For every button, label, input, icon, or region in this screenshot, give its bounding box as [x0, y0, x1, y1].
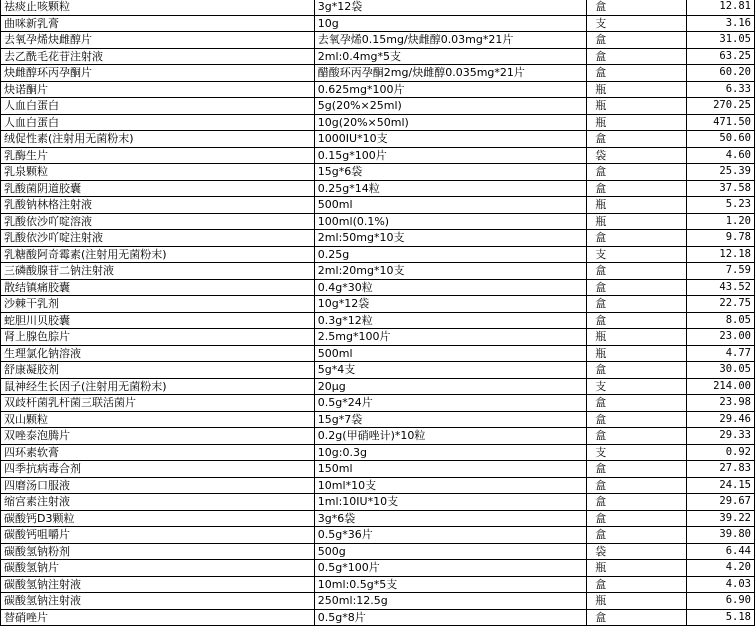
cell-unit[interactable]: 盒 [587, 609, 687, 626]
table-row [1, 395, 755, 412]
cell-specification[interactable]: 1000IU*10支 [314, 131, 586, 148]
cell-unit[interactable]: 盒 [587, 279, 687, 296]
cell-unit[interactable]: 盒 [587, 0, 687, 15]
cell-price[interactable]: 31.05 [686, 32, 754, 49]
cell-price[interactable]: 39.22 [686, 510, 754, 527]
cell-price[interactable]: 5.18 [686, 609, 754, 626]
cell-price[interactable]: 6.44 [686, 543, 754, 560]
table-row [1, 131, 755, 148]
cell-price[interactable]: 23.98 [686, 395, 754, 412]
table-row [1, 98, 755, 115]
cell-specification[interactable]: 10g:0.3g [314, 444, 586, 461]
cell-drug-name[interactable]: 碳酸氢钠注射液 [1, 576, 315, 593]
cell-specification[interactable]: 10ml*10支 [314, 477, 586, 494]
cell-unit[interactable]: 支 [587, 444, 687, 461]
table-body [1, 0, 755, 626]
table-row [1, 378, 755, 395]
table-row [1, 411, 755, 428]
table-row [1, 543, 755, 560]
cell-price[interactable]: 5.23 [686, 197, 754, 214]
table-row [1, 444, 755, 461]
cell-unit[interactable]: 盒 [587, 164, 687, 181]
cell-unit[interactable]: 瓶 [587, 197, 687, 214]
cell-price[interactable]: 22.75 [686, 296, 754, 313]
table-row [1, 48, 755, 65]
cell-unit[interactable]: 袋 [587, 543, 687, 560]
cell-drug-name[interactable]: 碳酸钙咀嚼片 [1, 527, 315, 544]
cell-price[interactable]: 29.33 [686, 428, 754, 445]
table-row [1, 0, 755, 15]
cell-drug-name[interactable]: 四环素软膏 [1, 444, 315, 461]
table-row [1, 560, 755, 577]
cell-unit[interactable]: 支 [587, 378, 687, 395]
cell-unit[interactable]: 盒 [587, 527, 687, 544]
cell-price[interactable]: 30.05 [686, 362, 754, 379]
cell-specification[interactable]: 0.5g*8片 [314, 609, 586, 626]
cell-specification[interactable]: 2ml:20mg*10支 [314, 263, 586, 280]
cell-unit[interactable]: 支 [587, 246, 687, 263]
table-row [1, 329, 755, 346]
cell-unit[interactable]: 瓶 [587, 560, 687, 577]
cell-price[interactable]: 39.80 [686, 527, 754, 544]
cell-drug-name[interactable]: 双山颗粒 [1, 411, 315, 428]
cell-price[interactable]: 37.58 [686, 180, 754, 197]
table-row [1, 461, 755, 478]
table-row [1, 213, 755, 230]
cell-drug-name[interactable]: 人血白蛋白 [1, 98, 315, 115]
cell-drug-name[interactable]: 替硝唑片 [1, 609, 315, 626]
cell-unit[interactable]: 支 [587, 15, 687, 32]
cell-specification[interactable]: 500ml [314, 197, 586, 214]
table-row [1, 81, 755, 98]
cell-specification[interactable]: 0.15g*100片 [314, 147, 586, 164]
cell-price[interactable]: 23.00 [686, 329, 754, 346]
cell-specification[interactable]: 2ml:50mg*10支 [314, 230, 586, 247]
cell-drug-name[interactable]: 蛇胆川贝胶囊 [1, 312, 315, 329]
cell-unit[interactable]: 盒 [587, 263, 687, 280]
cell-price[interactable]: 3.16 [686, 15, 754, 32]
cell-specification[interactable]: 醋酸环丙孕酮2mg/炔雌醇0.035mg*21片 [314, 65, 586, 82]
cell-unit[interactable]: 盒 [587, 494, 687, 511]
cell-drug-name[interactable]: 三磷酸腺苷二钠注射液 [1, 263, 315, 280]
table-row [1, 510, 755, 527]
cell-specification[interactable]: 2.5mg*100片 [314, 329, 586, 346]
cell-drug-name[interactable]: 生理氯化钠溶液 [1, 345, 315, 362]
table-row [1, 263, 755, 280]
cell-price[interactable]: 7.59 [686, 263, 754, 280]
cell-price[interactable]: 63.25 [686, 48, 754, 65]
cell-price[interactable]: 471.50 [686, 114, 754, 131]
cell-price[interactable]: 12.18 [686, 246, 754, 263]
cell-drug-name[interactable]: 乳糖酸阿奇霉素(注射用无菌粉末) [1, 246, 315, 263]
cell-price[interactable]: 214.00 [686, 378, 754, 395]
cell-price[interactable]: 12.81 [686, 0, 754, 15]
table-row [1, 576, 755, 593]
cell-specification[interactable]: 2ml:0.4mg*5支 [314, 48, 586, 65]
cell-drug-name[interactable]: 乳酸依沙吖啶溶液 [1, 213, 315, 230]
cell-specification[interactable]: 10g*12袋 [314, 296, 586, 313]
cell-unit[interactable]: 盒 [587, 312, 687, 329]
cell-drug-name[interactable]: 缩宫素注射液 [1, 494, 315, 511]
cell-price[interactable]: 4.77 [686, 345, 754, 362]
table-row [1, 164, 755, 181]
cell-drug-name[interactable]: 祛痰止咳颗粒 [1, 0, 315, 15]
cell-specification[interactable]: 10g(20%×50ml) [314, 114, 586, 131]
cell-drug-name[interactable]: 舒康凝胶剂 [1, 362, 315, 379]
cell-specification[interactable]: 10g [314, 15, 586, 32]
cell-specification[interactable]: 10ml:0.5g*5支 [314, 576, 586, 593]
cell-drug-name[interactable]: 去乙酰毛花苷注射液 [1, 48, 315, 65]
cell-drug-name[interactable]: 绒促性素(注射用无菌粉末) [1, 131, 315, 148]
cell-specification[interactable]: 0.5g*36片 [314, 527, 586, 544]
table-row [1, 362, 755, 379]
cell-drug-name[interactable]: 乳泉颗粒 [1, 164, 315, 181]
cell-drug-name[interactable]: 炔诺酮片 [1, 81, 315, 98]
cell-specification[interactable]: 20μg [314, 378, 586, 395]
table-row [1, 180, 755, 197]
cell-specification[interactable]: 100ml(0.1%) [314, 213, 586, 230]
table-row [1, 197, 755, 214]
table-row [1, 312, 755, 329]
table-row [1, 494, 755, 511]
cell-unit[interactable]: 盒 [587, 411, 687, 428]
cell-price[interactable]: 60.20 [686, 65, 754, 82]
table-row [1, 428, 755, 445]
table-row [1, 65, 755, 82]
cell-drug-name[interactable]: 乳酶生片 [1, 147, 315, 164]
cell-drug-name[interactable]: 散结镇痛胶囊 [1, 279, 315, 296]
cell-specification[interactable]: 500g [314, 543, 586, 560]
cell-specification[interactable]: 150ml [314, 461, 586, 478]
cell-specification[interactable]: 0.5g*24片 [314, 395, 586, 412]
cell-specification[interactable]: 0.625mg*100片 [314, 81, 586, 98]
cell-unit[interactable]: 袋 [587, 147, 687, 164]
cell-unit[interactable]: 盒 [587, 510, 687, 527]
cell-price[interactable]: 24.15 [686, 477, 754, 494]
cell-drug-name[interactable]: 四磨汤口服液 [1, 477, 315, 494]
cell-price[interactable]: 1.20 [686, 213, 754, 230]
cell-price[interactable]: 43.52 [686, 279, 754, 296]
cell-unit[interactable]: 盒 [587, 395, 687, 412]
cell-specification[interactable]: 15g*6袋 [314, 164, 586, 181]
table-row [1, 296, 755, 313]
cell-unit[interactable]: 盒 [587, 477, 687, 494]
cell-drug-name[interactable]: 碳酸氢钠片 [1, 560, 315, 577]
cell-unit[interactable]: 盒 [587, 230, 687, 247]
cell-specification[interactable]: 1ml:10IU*10支 [314, 494, 586, 511]
cell-price[interactable]: 0.92 [686, 444, 754, 461]
cell-specification[interactable]: 3g*6袋 [314, 510, 586, 527]
cell-price[interactable]: 29.46 [686, 411, 754, 428]
cell-specification[interactable]: 15g*7袋 [314, 411, 586, 428]
cell-unit[interactable]: 盒 [587, 362, 687, 379]
cell-specification[interactable]: 0.25g [314, 246, 586, 263]
table-row [1, 593, 755, 610]
cell-price[interactable]: 27.83 [686, 461, 754, 478]
cell-price[interactable]: 4.03 [686, 576, 754, 593]
table-row [1, 527, 755, 544]
cell-specification[interactable]: 0.3g*12粒 [314, 312, 586, 329]
cell-specification[interactable]: 5g*4支 [314, 362, 586, 379]
table-row [1, 609, 755, 626]
cell-unit[interactable]: 盒 [587, 180, 687, 197]
cell-unit[interactable]: 盒 [587, 576, 687, 593]
table-row [1, 279, 755, 296]
table-row [1, 32, 755, 49]
cell-unit[interactable]: 盒 [587, 461, 687, 478]
cell-drug-name[interactable]: 双歧杆菌乳杆菌三联活菌片 [1, 395, 315, 412]
cell-drug-name[interactable]: 碳酸氢钠粉剂 [1, 543, 315, 560]
cell-specification[interactable]: 去氧孕烯0.15mg/炔雌醇0.03mg*21片 [314, 32, 586, 49]
cell-drug-name[interactable]: 双唑泰泡腾片 [1, 428, 315, 445]
cell-specification[interactable]: 500ml [314, 345, 586, 362]
cell-drug-name[interactable]: 乳酸菌阴道胶囊 [1, 180, 315, 197]
cell-price[interactable]: 270.25 [686, 98, 754, 115]
cell-price[interactable]: 9.78 [686, 230, 754, 247]
cell-specification[interactable]: 5g(20%×25ml) [314, 98, 586, 115]
cell-price[interactable]: 6.90 [686, 593, 754, 610]
cell-drug-name[interactable]: 肾上腺色腙片 [1, 329, 315, 346]
cell-unit[interactable]: 盒 [587, 48, 687, 65]
cell-unit[interactable]: 瓶 [587, 345, 687, 362]
cell-price[interactable]: 6.33 [686, 81, 754, 98]
cell-drug-name[interactable]: 曲咪新乳膏 [1, 15, 315, 32]
cell-unit[interactable]: 盒 [587, 296, 687, 313]
cell-drug-name[interactable]: 人血白蛋白 [1, 114, 315, 131]
cell-unit[interactable]: 瓶 [587, 593, 687, 610]
cell-drug-name[interactable]: 乳酸依沙吖啶注射液 [1, 230, 315, 247]
table-row [1, 15, 755, 32]
cell-unit[interactable]: 盒 [587, 65, 687, 82]
cell-price[interactable]: 25.39 [686, 164, 754, 181]
cell-price[interactable]: 4.60 [686, 147, 754, 164]
table-row [1, 147, 755, 164]
table-row [1, 345, 755, 362]
table-row [1, 230, 755, 247]
cell-price[interactable]: 4.20 [686, 560, 754, 577]
cell-price[interactable]: 8.05 [686, 312, 754, 329]
cell-drug-name[interactable]: 碳酸钙D3颗粒 [1, 510, 315, 527]
cell-specification[interactable]: 0.5g*100片 [314, 560, 586, 577]
cell-unit[interactable]: 瓶 [587, 329, 687, 346]
cell-drug-name[interactable]: 四季抗病毒合剂 [1, 461, 315, 478]
table-row [1, 477, 755, 494]
cell-unit[interactable]: 瓶 [587, 213, 687, 230]
cell-specification[interactable]: 0.25g*14粒 [314, 180, 586, 197]
cell-unit[interactable]: 瓶 [587, 98, 687, 115]
cell-price[interactable]: 29.67 [686, 494, 754, 511]
table-row [1, 114, 755, 131]
cell-unit[interactable]: 瓶 [587, 81, 687, 98]
cell-unit[interactable]: 盒 [587, 131, 687, 148]
cell-drug-name[interactable]: 沙棘干乳剂 [1, 296, 315, 313]
cell-drug-name[interactable]: 去氧孕烯炔雌醇片 [1, 32, 315, 49]
cell-specification[interactable]: 250ml:12.5g [314, 593, 586, 610]
cell-price[interactable]: 50.60 [686, 131, 754, 148]
cell-specification[interactable]: 0.4g*30粒 [314, 279, 586, 296]
cell-drug-name[interactable]: 鼠神经生长因子(注射用无菌粉末) [1, 378, 315, 395]
cell-unit[interactable]: 盒 [587, 428, 687, 445]
cell-specification[interactable]: 0.2g(甲硝唑计)*10粒 [314, 428, 586, 445]
cell-unit[interactable]: 瓶 [587, 114, 687, 131]
cell-drug-name[interactable]: 碳酸氢钠注射液 [1, 593, 315, 610]
cell-unit[interactable]: 盒 [587, 32, 687, 49]
cell-drug-name[interactable]: 乳酸钠林格注射液 [1, 197, 315, 214]
cell-drug-name[interactable]: 炔雌醇环丙孕酮片 [1, 65, 315, 82]
cell-specification[interactable]: 3g*12袋 [314, 0, 586, 15]
table-row [1, 246, 755, 263]
